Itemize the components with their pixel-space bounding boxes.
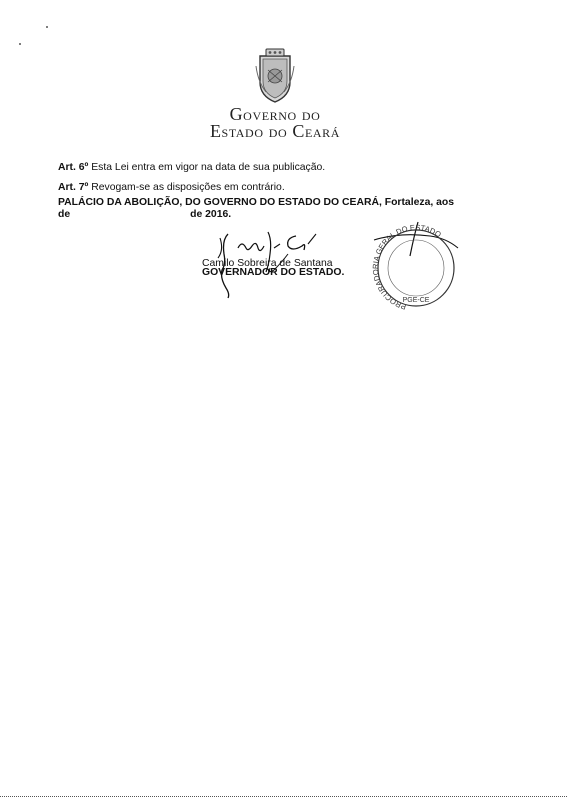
ceara-coat-of-arms-icon [252,46,298,104]
bottom-divider [0,796,567,798]
article-6 [58,162,325,174]
palacio-line-1: PALÁCIO DA ABOLIÇÃO, DO GOVERNO DO ESTADO DO CEARÁ, Fortaleza, aos [58,197,455,208]
palacio-line-2-de: de [58,209,71,220]
article-6-label: Art. 6º [58,162,89,173]
header-estado: ESTADO DO CEARÁ [209,121,341,141]
scan-speck [19,43,21,45]
article-7-text: Revogam-se as disposições em contrário. [88,182,285,193]
header-governo: GOVERNO DO [229,104,321,124]
official-stamp-seal [370,218,462,316]
article-6-text: Esta Lei entra em vigor na data de sua publicação. [88,162,326,173]
stamp-ring-text: PROCURADORIA GERAL DO ESTADO [370,222,443,312]
stamp-center-text: PGE-CE [402,297,430,304]
palacio-line-2 [58,209,231,221]
scan-speck [46,26,48,28]
article-7 [58,182,285,194]
article-7-label: Art. 7º [58,182,89,193]
signatory-role: GOVERNADOR DO ESTADO. [202,267,345,278]
signatory-name: Camilo Sobreira de Santana [202,258,333,269]
palacio-line-2-year: de 2016. [190,209,232,220]
